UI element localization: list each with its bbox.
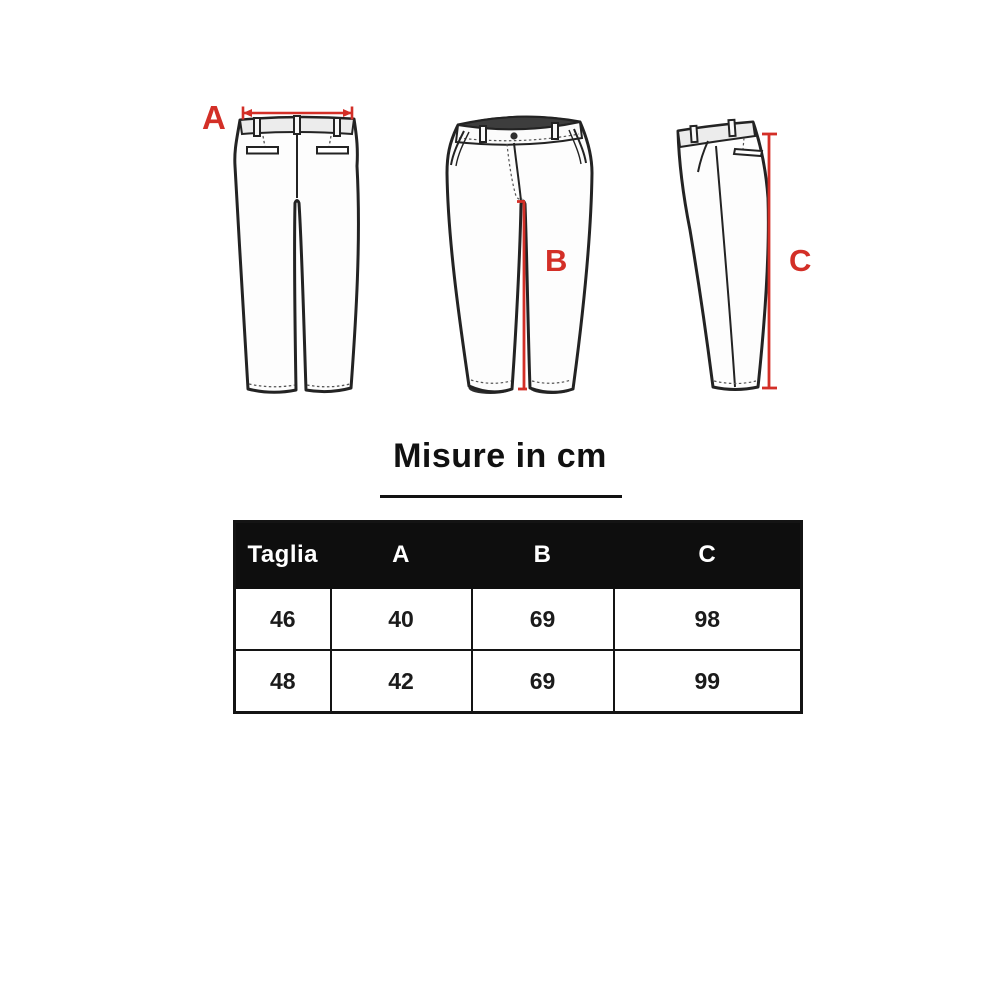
pants-back-view-illustration: [210, 90, 410, 410]
cell-b: 69: [472, 650, 614, 713]
measure-label-c: C: [789, 243, 812, 278]
pants-front-view-illustration: [440, 105, 620, 405]
cell-a: 40: [331, 588, 472, 650]
size-row-46: [235, 588, 802, 650]
size-table-header-row: [235, 522, 802, 589]
size-row-48: [235, 650, 802, 713]
cell-b: 69: [472, 588, 614, 650]
size-table: [233, 520, 803, 714]
page-title: Misure in cm: [393, 437, 607, 475]
header-c: C: [614, 522, 802, 589]
cell-c: 99: [614, 650, 802, 713]
cell-c: 98: [614, 588, 802, 650]
title-underline: [380, 495, 622, 498]
measure-label-a: A: [202, 99, 226, 136]
header-b: B: [472, 522, 614, 589]
cell-size: 46: [235, 588, 331, 650]
header-a: A: [331, 522, 472, 589]
button-detail: [510, 132, 517, 139]
measure-label-b: B: [545, 243, 568, 278]
cell-a: 42: [331, 650, 472, 713]
header-taglia: Taglia: [235, 522, 331, 589]
cell-size: 48: [235, 650, 331, 713]
